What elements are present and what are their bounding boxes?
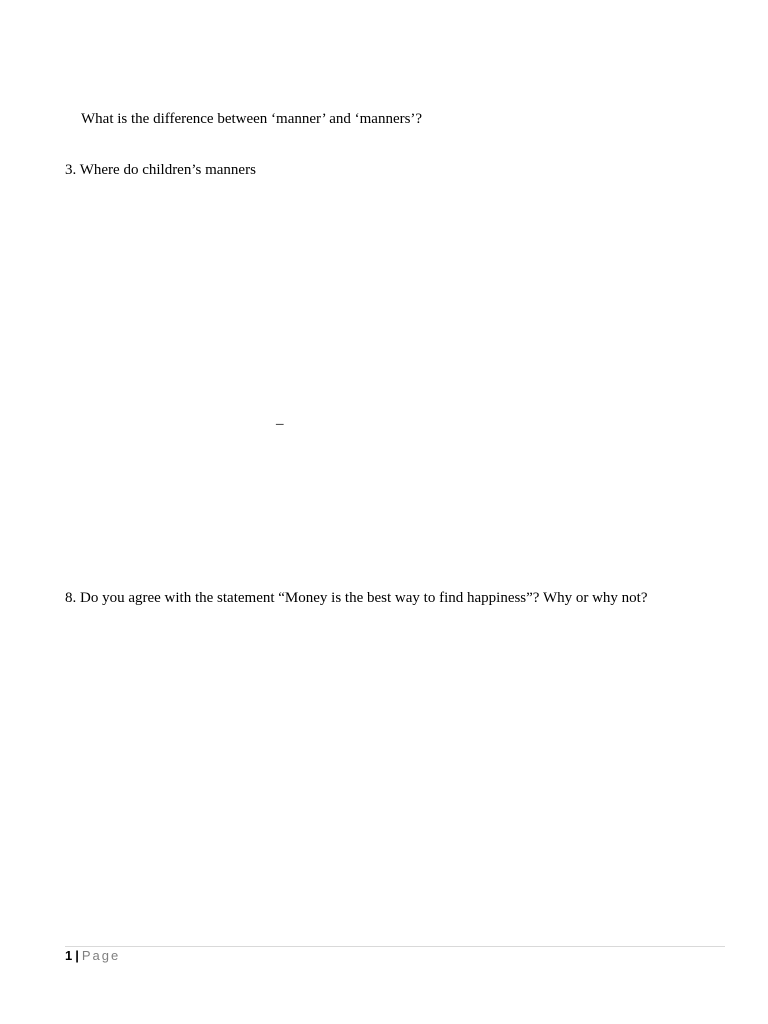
footer-separator: | (75, 948, 79, 963)
footer-divider (65, 946, 725, 947)
page-footer (65, 948, 120, 964)
question-3: 3. Where do children’s manners (65, 162, 256, 178)
stray-underscore-mark: _ (276, 411, 284, 427)
page-number: 1 (65, 948, 73, 963)
question-8: 8. Do you agree with the statement “Money is the best way to find happiness”? Why or why not? (65, 590, 648, 606)
page-label: Page (81, 948, 121, 963)
question-manner-difference: What is the difference between ‘manner’ and ‘manners’? (81, 111, 423, 127)
